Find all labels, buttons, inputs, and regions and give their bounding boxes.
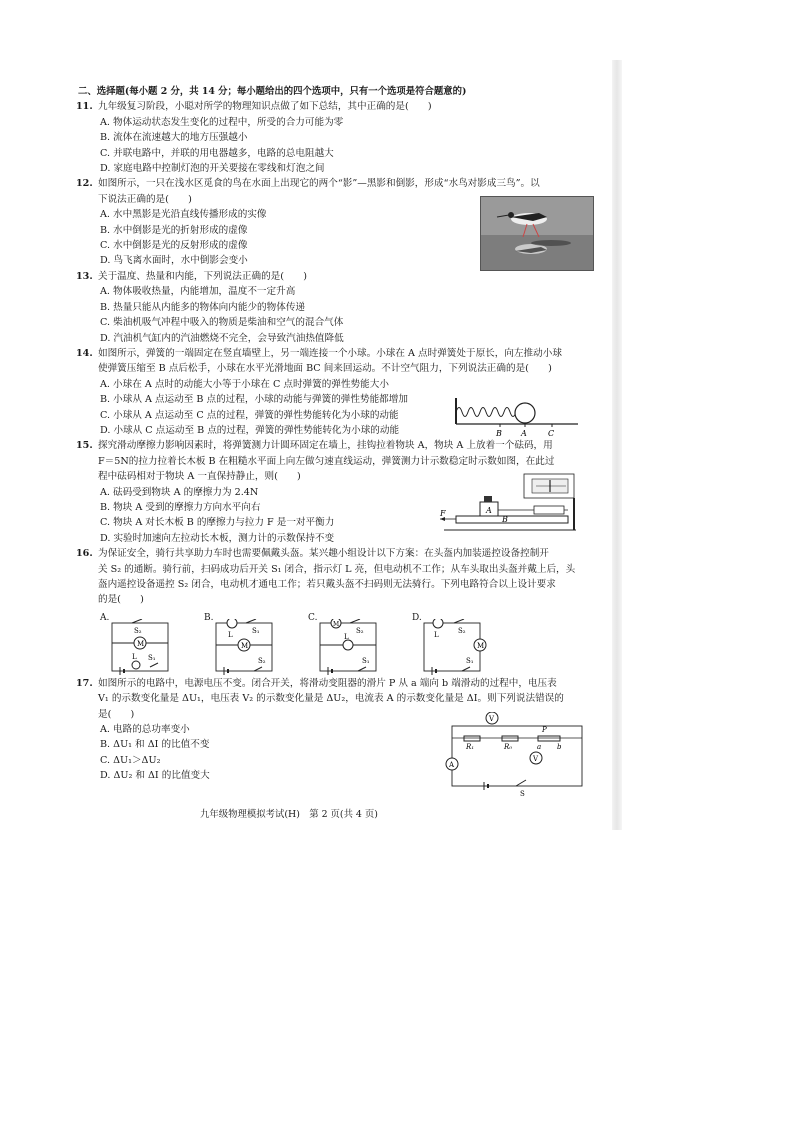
circuit-d[interactable] [418, 619, 488, 677]
option-b[interactable]: B. 热量只能从内能多的物体向内能少的物体传递 [100, 301, 306, 313]
circuit-c[interactable] [314, 619, 384, 677]
section-header: 二、选择题(每小题 2 分，共 14 分；每小题给出的四个选项中，只有一个选项是符合题意的) [78, 86, 467, 97]
svg-text:b: b [557, 743, 562, 751]
svg-text:V: V [489, 715, 495, 723]
svg-text:R₀: R₀ [504, 743, 513, 751]
bird-image [481, 197, 593, 270]
svg-text:S₂: S₂ [458, 627, 466, 635]
svg-text:L: L [344, 633, 349, 641]
question-stem: 九年级复习阶段，小聪对所学的物理知识点做了如下总结，其中正确的是( ) [98, 101, 432, 113]
svg-text:S₁: S₁ [148, 654, 156, 662]
svg-text:P: P [542, 726, 547, 734]
option-a[interactable]: A. 电路的总功率变小 [100, 724, 190, 736]
option-c[interactable]: C. 柴油机吸气冲程中吸入的物质是柴油和空气的混合气体 [100, 317, 344, 329]
option-c[interactable]: C. 水中倒影是光的反射形成的虚像 [100, 240, 248, 252]
question-number: 14. [76, 347, 93, 359]
question-number: 12. [76, 178, 93, 190]
question-stem-cont: 使弹簧压缩至 B 点后松手，小球在水平光滑地面 BC 间来回运动。不计空气阻力，下列说法正确的是( ) [98, 363, 552, 375]
question-stem-cont: 盔内遥控设备遥控 S₂ 闭合，电动机才通电工作；若只戴头盔不扫码则无法骑行。下列电路符合以上设计要求 [98, 579, 556, 590]
svg-text:L: L [434, 631, 439, 639]
question-stem-cont: V₁ 的示数变化量是 ΔU₁，电压表 V₂ 的示数变化量是 ΔU₂，电流表 A 的示数变化量是 ΔI。则下列说法错误的 [98, 693, 564, 705]
label-a: A [521, 429, 527, 438]
question-stem: 如图所示的电路中，电源电压不变。闭合开关，将滑动变阻器的滑片 P 从 a 端向 b 端滑动的过程中，电压表 [98, 677, 557, 689]
friction-figure [436, 472, 586, 534]
svg-text:S₁: S₁ [466, 657, 474, 665]
question-stem-cont: 是( ) [98, 708, 135, 720]
option-c[interactable]: C. 并联电路中，并联的用电器越多，电路的总电阻越大 [100, 147, 334, 159]
question-stem: 探究滑动摩擦力影响因素时，将弹簧测力计圆环固定在墙上，挂钩拉着物块 A，物块 A 上放着一个砝码，用 [98, 440, 553, 452]
option-d[interactable]: D. ΔU₂ 和 ΔI 的比值变大 [100, 770, 210, 782]
svg-text:R₁: R₁ [466, 743, 475, 751]
option-b[interactable]: B. 物块 A 受到的摩擦力方向水平向右 [100, 501, 261, 513]
svg-text:S: S [520, 790, 525, 796]
svg-text:S₂: S₂ [258, 657, 266, 665]
option-c[interactable]: C. 小球从 A 点运动至 C 点的过程，弹簧的弹性势能转化为小球的动能 [100, 409, 399, 421]
question-11 [78, 99, 598, 176]
scan-edge-shadow [612, 60, 622, 830]
option-d[interactable]: D. 小球从 C 点运动至 B 点的过程，弹簧的弹性势能转化为小球的动能 [100, 424, 400, 436]
page-footer: 九年级物理模拟考试(H) 第 2 页(共 4 页) [200, 809, 378, 820]
svg-text:L: L [228, 631, 233, 639]
svg-text:M: M [241, 642, 249, 650]
svg-text:V: V [533, 755, 539, 763]
option-c[interactable]: C. 物块 A 对长木板 B 的摩擦力与拉力 F 是一对平衡力 [100, 517, 335, 529]
circuit-label-a: A. [100, 613, 110, 623]
option-d[interactable]: D. 鸟飞离水面时，水中倒影会变小 [100, 255, 248, 267]
question-number: 13. [76, 270, 93, 282]
option-d[interactable]: D. 家庭电路中控制灯泡的开关要接在零线和灯泡之间 [100, 163, 325, 175]
svg-text:L: L [132, 653, 137, 661]
svg-text:M: M [137, 640, 145, 648]
circuit-label-d: D. [412, 613, 422, 623]
question-number: 11. [76, 101, 93, 113]
svg-text:A: A [449, 761, 455, 769]
label-b: B [496, 429, 502, 438]
question-number: 17. [76, 677, 93, 689]
option-d[interactable]: D. 汽油机气缸内的汽油燃烧不完全，会导致汽油热值降低 [100, 332, 344, 344]
option-a[interactable]: A. 物体吸收热量，内能增加，温度不一定升高 [100, 286, 296, 298]
label-block-a: A [486, 506, 492, 515]
option-b[interactable]: B. 水中倒影是光的折射形成的虚像 [100, 224, 248, 236]
svg-text:S₁: S₁ [252, 627, 260, 635]
circuit-a[interactable] [106, 619, 176, 677]
option-d[interactable]: D. 实验时加速向左拉动长木板，测力计的示数保持不变 [100, 532, 335, 544]
option-b[interactable]: B. 流体在流速越大的地方压强越小 [100, 132, 248, 144]
option-a[interactable]: A. 物体运动状态发生变化的过程中，所受的合力可能为零 [100, 116, 344, 128]
question-stem-cont: 程中砝码相对于物块 A 一直保持静止，则( ) [98, 471, 301, 483]
bird-photo [480, 196, 594, 271]
option-a[interactable]: A. 砝码受到物块 A 的摩擦力为 2.4N [100, 486, 259, 498]
question-13 [78, 269, 598, 346]
label-force-f: F [440, 509, 446, 518]
svg-text:a: a [537, 743, 542, 751]
svg-text:M: M [333, 621, 340, 628]
question-stem-cont: F＝5N的拉力拉着长木板 B 在粗糙水平面上向左做匀速直线运动，弹簧测力计示数稳定时示数如图，在此过 [98, 455, 555, 467]
option-b[interactable]: B. 小球从 A 点运动至 B 点的过程，小球的动能与弹簧的弹性势能都增加 [100, 394, 408, 406]
question-stem: 如图所示，弹簧的一端固定在竖直墙壁上，另一端连接一个小球。小球在 A 点时弹簧处于原长，向左推动小球 [98, 347, 562, 359]
question-stem-cont: 下说法正确的是( ) [98, 193, 192, 205]
rheostat-circuit [444, 712, 594, 796]
question-stem: 关于温度、热量和内能，下列说法正确的是( ) [98, 270, 307, 282]
option-c[interactable]: C. ΔU₁＞ΔU₂ [100, 754, 161, 766]
svg-text:S₂: S₂ [356, 627, 364, 635]
circuit-label-b: B. [204, 613, 214, 623]
svg-text:S₂: S₂ [134, 627, 142, 635]
option-a[interactable]: A. 水中黑影是光沿直线传播形成的实像 [100, 209, 267, 221]
label-board-b: B [502, 515, 508, 524]
option-b[interactable]: B. ΔU₁ 和 ΔI 的比值不变 [100, 739, 210, 751]
question-number: 16. [76, 548, 93, 560]
question-stem: 如图所示，一只在浅水区觅食的鸟在水面上出现它的两个“影”—黑影和倒影，形成“水鸟对影成三鸟”。以 [98, 178, 540, 190]
spring-figure [448, 394, 588, 438]
question-number: 15. [76, 440, 93, 452]
svg-text:M: M [477, 642, 485, 650]
svg-text:S₁: S₁ [362, 657, 370, 665]
option-a[interactable]: A. 小球在 A 点时的动能大小等于小球在 C 点时弹簧的弹性势能大小 [100, 378, 389, 390]
question-stem: 为保证安全，骑行共享助力车时也需要佩戴头盔。某兴趣小组设计以下方案：在头盔内加装遥控设备控制开 [98, 548, 549, 560]
circuit-label-c: C. [308, 613, 318, 623]
circuit-b[interactable] [210, 619, 280, 677]
question-stem-cont: 关 S₂ 的通断。骑行前，扫码成功后开关 S₁ 闭合，指示灯 L 亮，但电动机不工作；从车头取出头盔并戴上后，头 [98, 563, 576, 575]
circuit-options-row [100, 613, 520, 683]
label-c: C [548, 429, 555, 438]
question-stem-cont: 的是( ) [98, 594, 144, 606]
